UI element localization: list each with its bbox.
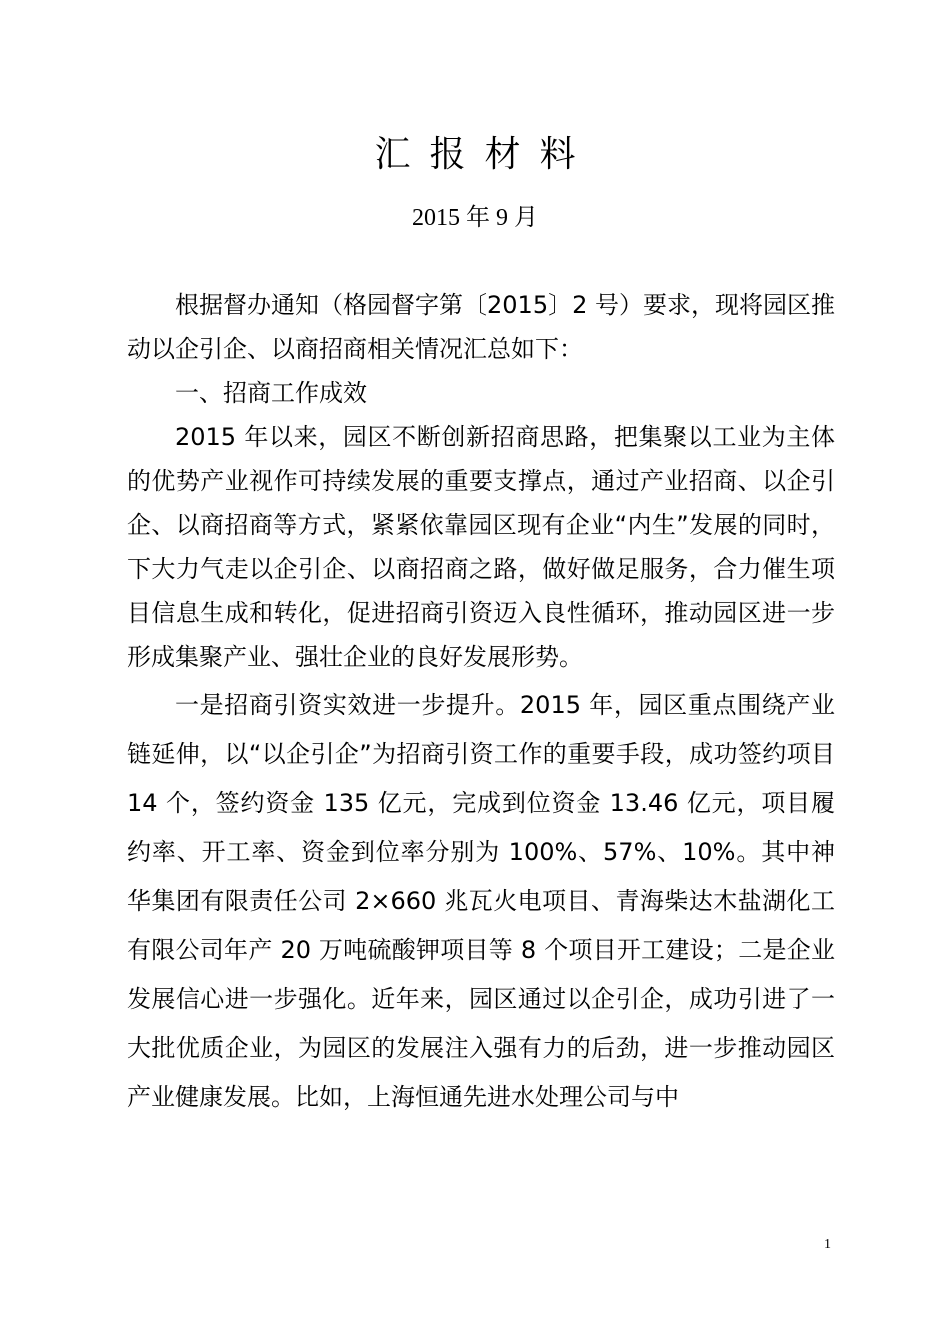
document-date: 2015 年 9 月 — [412, 205, 538, 231]
results-paragraph: 2015 年以来，园区不断创新招商思路，把集聚以工业为主体的优势产业视作可持续发展的重要支撑点，通过产业招商、以企引企、以商招商等方式，紧紧依靠园区现有企业“内生”发展的同时，下大力气走以企引企、以商招商之路，做好做足服务，合力催生项目信息生成和转化，促进招商引资迈入良性循环，推动园区进一步形成集聚产业、强壮企业的良好发展形势。 — [127, 423, 835, 671]
details-paragraph: 一是招商引资实效进一步提升。2015 年，园区重点围绕产业链延伸，以“以企引企”为招商引资工作的重要手段，成功签约项目 14 个，签约资金 135 亿元，完成到位资金 13.46 亿元，项目履约率、开工率、资金到位率分别为 100%、57%、10%。其中神华集团有限责任公司 2×660 兆瓦火电项目、青海柴达木盐湖化工有限公司年产 20 万吨硫酸钾项目等 8 个项目开工建设；二是企业发展信心进一步强化。近年来，园区通过以企引企，成功引进了一大批优质企业，为园区的发展注入强有力的后劲，进一步推动园区产业健康发展。比如，上海恒通先进水处理公司与中 — [127, 691, 835, 1111]
intro-paragraph: 根据督办通知（格园督字第〔2015〕2 号）要求，现将园区推动以企引企、以商招商相关情况汇总如下： — [127, 291, 835, 363]
section-heading: 一、招商工作成效 — [175, 379, 367, 407]
page-number: 1 — [824, 1237, 831, 1252]
document-body — [127, 283, 835, 1122]
document-title: 汇报材料 — [374, 134, 595, 175]
